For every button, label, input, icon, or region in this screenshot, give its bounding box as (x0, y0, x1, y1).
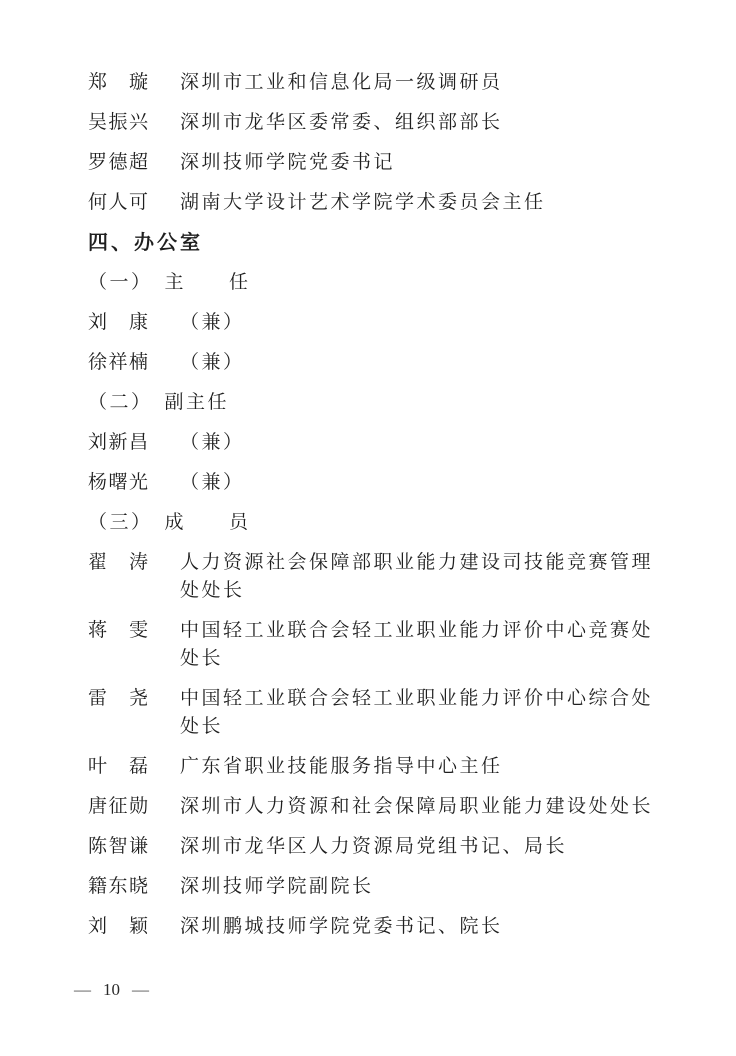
member-name: 郑 璇 (88, 72, 150, 93)
member-row (88, 617, 666, 673)
member-title: 中国轻工业联合会轻工业职业能力评价中心综合处处长 (180, 688, 654, 737)
member-row (88, 109, 666, 137)
footer-page-number: 10 (103, 980, 120, 999)
member-name: 唐征勋 (88, 796, 150, 817)
member-name: 蒋 雯 (88, 620, 150, 641)
member-title: 深圳市工业和信息化局一级调研员 (180, 72, 503, 93)
document-content (88, 69, 666, 953)
member-name: 雷 尧 (88, 688, 150, 709)
member-name: 吴振兴 (88, 112, 150, 133)
member-row (88, 549, 666, 605)
member-title: 深圳市龙华区人力资源局党组书记、局长 (180, 836, 568, 857)
member-title: 中国轻工业联合会轻工业职业能力评价中心竞赛处处长 (180, 620, 654, 669)
member-name: 刘 颖 (88, 916, 150, 937)
member-row (88, 793, 666, 821)
member-row (88, 873, 666, 901)
member-title: 人力资源社会保障部职业能力建设司技能竞赛管理处处长 (180, 552, 654, 601)
member-name: 叶 磊 (88, 756, 150, 777)
subsection-heading-deputy-director: （二） 副主任 (88, 392, 230, 413)
member-name: 翟 涛 (88, 552, 150, 573)
member-title: （兼） (180, 352, 245, 373)
member-row (88, 189, 666, 217)
subsection-heading-members: （三） 成 员 (88, 512, 251, 533)
member-title: （兼） (180, 312, 245, 333)
subsection-heading-director: （一） 主 任 (88, 272, 251, 293)
member-title: 深圳市人力资源和社会保障局职业能力建设处处长 (180, 796, 654, 817)
member-title: 深圳技师学院党委书记 (180, 152, 396, 173)
member-row (88, 913, 666, 941)
member-title: 深圳市龙华区委常委、组织部部长 (180, 112, 503, 133)
member-title: 湖南大学设计艺术学院学术委员会主任 (180, 192, 546, 213)
member-name: 刘 康 (88, 312, 150, 333)
page-footer (74, 980, 149, 1000)
member-row (88, 469, 666, 497)
member-name: 刘新昌 (88, 432, 150, 453)
member-row (88, 349, 666, 377)
member-title: 广东省职业技能服务指导中心主任 (180, 756, 503, 777)
member-row (88, 69, 666, 97)
member-row (88, 309, 666, 337)
section-heading: 四、办公室 (88, 232, 203, 254)
footer-dash-left: — (74, 980, 91, 999)
footer-dash-right: — (132, 980, 149, 999)
member-row (88, 833, 666, 861)
member-row (88, 429, 666, 457)
member-title: 深圳技师学院副院长 (180, 876, 374, 897)
member-title: （兼） (180, 472, 245, 493)
member-name: 陈智谦 (88, 836, 150, 857)
member-name: 罗德超 (88, 152, 150, 173)
member-name: 籍东晓 (88, 876, 150, 897)
member-name: 徐祥楠 (88, 352, 150, 373)
member-title: 深圳鹏城技师学院党委书记、院长 (180, 916, 503, 937)
member-title: （兼） (180, 432, 245, 453)
member-row (88, 753, 666, 781)
member-row (88, 685, 666, 741)
member-row (88, 149, 666, 177)
member-name: 何人可 (88, 192, 150, 213)
member-name: 杨曙光 (88, 472, 150, 493)
